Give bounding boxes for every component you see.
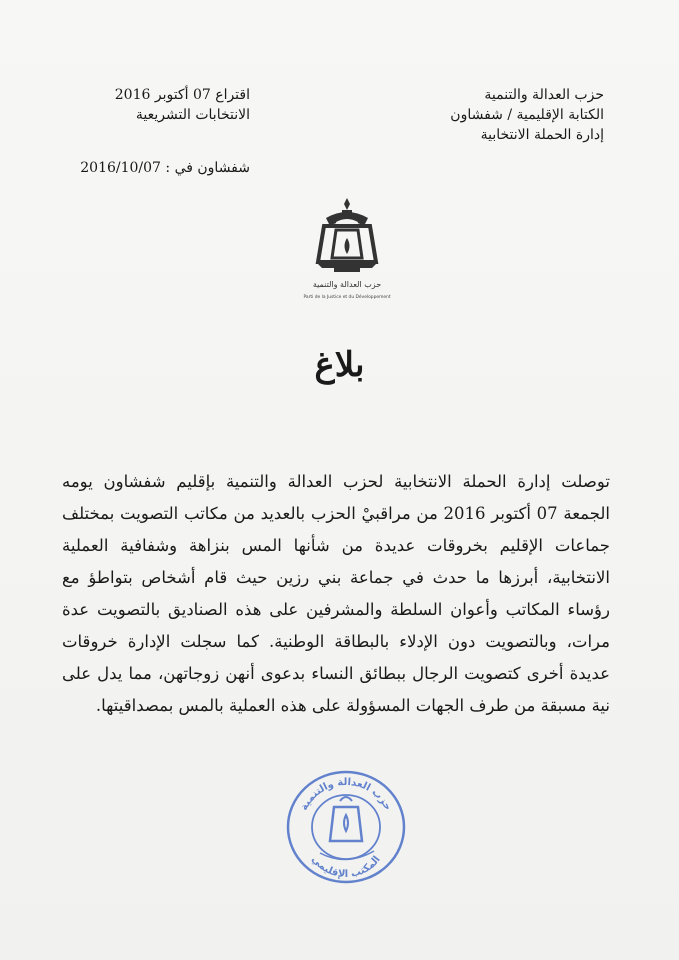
regional-secretariat: الكتابة الإقليمية / شفشاون <box>450 107 604 123</box>
letterhead-sender <box>364 85 604 145</box>
place-date: شفشاون في : 2016/10/07 <box>80 160 250 176</box>
document-title: بلاغ <box>314 345 365 385</box>
stamp-text-bottom: المكتب الإقليمي <box>309 853 383 881</box>
party-logo <box>292 196 402 308</box>
party-stamp <box>280 763 412 889</box>
party-stamp-icon <box>280 763 412 889</box>
letterhead-election <box>70 85 250 125</box>
election-type: الانتخابات التشريعية <box>135 107 250 123</box>
statement-body: توصلت إدارة الحملة الانتخابية لحزب العدالة والتنمية بإقليم شفشاون يومه الجمعة 07 أكتوبر 2016 من مراقبيْ الحزب بالعديد من مكاتب التصويت بمختلف جماعات الإقليم بخروقات عديدة من شأنها المس بنزاهة وشفافية العملية الانتخابية، أبرزها ما حدث في جماعة بني رزين حيث قام أشخاص بتواطؤ مع رؤساء المكاتب وأعوان السلطة والمشرفين على هذه الصناديق بالتصويت عدة مرات، وبالتصويت دون الإدلاء بالبطاقة الوطنية. كما سجلت الإدارة خروقات عديدة أخرى كتصويت الرجال ببطائق النساء بدعوى أنهن زوجاتهن، مما يدل على نية مسبقة من طرف الجهات المسؤولة على هذه العملية بالمس بمصداقيتها. <box>62 472 610 715</box>
logo-arabic-caption: حزب العدالة والتنمية <box>312 280 382 289</box>
election-date-line: اقتراع 07 أكتوبر 2016 <box>114 87 250 103</box>
logo-french-caption: Parti de la Justice et du Développement <box>303 295 391 300</box>
lantern-logo-icon <box>292 196 402 308</box>
party-name: حزب العدالة والتنمية <box>484 87 604 103</box>
campaign-office: إدارة الحملة الانتخابية <box>480 127 604 143</box>
stamp-text-top: حزب العدالة والتنمية <box>298 776 394 813</box>
